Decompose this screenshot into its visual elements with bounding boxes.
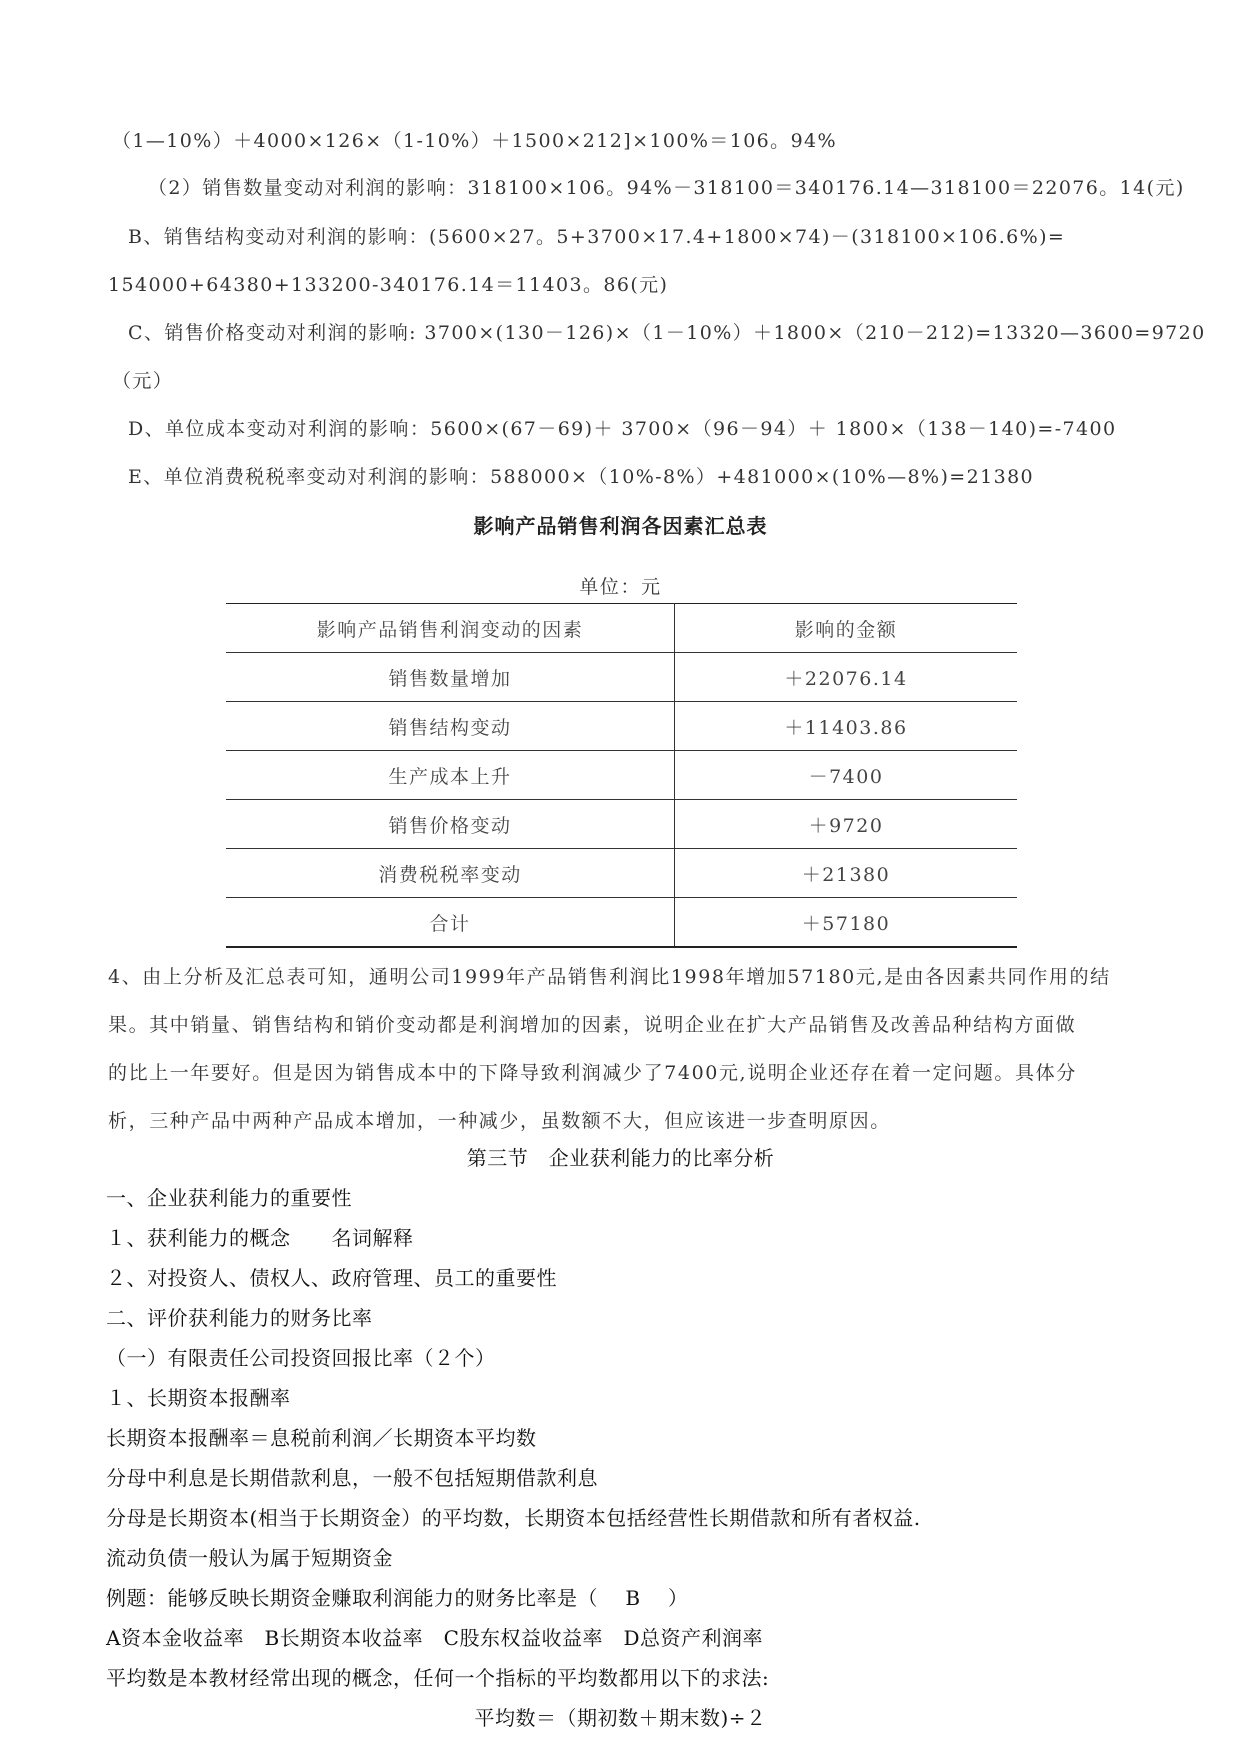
note: 流动负债一般认为属于短期资金 xyxy=(106,1546,393,1570)
summary-table xyxy=(226,603,1017,948)
subheading: （一）有限责任公司投资回报比率（２个） xyxy=(106,1346,496,1370)
calc-line: （2）销售数量变动对利润的影响：318100×106。94%－318100＝340176.14—318100＝22076。14(元) xyxy=(148,177,1185,199)
table-row xyxy=(226,849,1017,898)
calc-line: （1—10%）＋4000×126×（1-10%）＋1500×212]×100%＝106。94% xyxy=(112,130,838,152)
heading: 二、评价获利能力的财务比率 xyxy=(106,1306,373,1330)
table-header-cell: 影响的金额 xyxy=(675,604,1018,653)
table-cell: －7400 xyxy=(675,751,1018,800)
calc-line: C、销售价格变动对利润的影响: 3700×(130－126)×（1－10%）＋1800×（210－212)=13320—3600=9720 xyxy=(128,322,1206,344)
conclusion-line: 的比上一年要好。但是因为销售成本中的下降导致利润减少了7400元,说明企业还存在着一定问题。具体分 xyxy=(108,1062,1077,1084)
table-cell: 合计 xyxy=(226,898,675,948)
table-header-row xyxy=(226,604,1017,653)
heading: 一、企业获利能力的重要性 xyxy=(106,1186,352,1210)
note: 平均数是本教材经常出现的概念，任何一个指标的平均数都用以下的求法: xyxy=(106,1666,770,1690)
calc-line: D、单位成本变动对利润的影响：5600×(67－69)＋ 3700×（96－94）＋ 1800×（138－140)=-7400 xyxy=(128,418,1117,440)
calc-line: （元） xyxy=(112,370,174,392)
calc-line: E、单位消费税税率变动对利润的影响：588000×（10%-8%）+481000×(10%—8%)=21380 xyxy=(128,466,1035,488)
example-options: A资本金收益率 B长期资本收益率 C股东权益收益率 D总资产利润率 xyxy=(106,1626,763,1650)
table-cell: ＋21380 xyxy=(675,849,1018,898)
conclusion-line: 析，三种产品中两种产品成本增加，一种减少，虽数额不大，但应该进一步查明原因。 xyxy=(108,1110,891,1132)
list-item: ２、对投资人、债权人、政府管理、员工的重要性 xyxy=(106,1266,557,1290)
table-row xyxy=(226,702,1017,751)
list-item: １、获利能力的概念 名词解释 xyxy=(106,1226,414,1250)
table-cell: 销售价格变动 xyxy=(226,800,675,849)
table-cell: ＋22076.14 xyxy=(675,653,1018,702)
table-cell: 销售数量增加 xyxy=(226,653,675,702)
table-row xyxy=(226,898,1017,948)
table-unit: 单位：元 xyxy=(579,576,662,598)
table-cell: ＋9720 xyxy=(675,800,1018,849)
note: 分母中利息是长期借款利息，一般不包括短期借款利息 xyxy=(106,1466,598,1490)
note: 分母是长期资本(相当于长期资金）的平均数，长期资本包括经营性长期借款和所有者权益. xyxy=(106,1506,921,1530)
subheading: １、长期资本报酬率 xyxy=(106,1386,291,1410)
table-row xyxy=(226,751,1017,800)
calc-line: 154000+64380+133200-340176.14＝11403。86(元) xyxy=(108,274,669,296)
table-cell: 生产成本上升 xyxy=(226,751,675,800)
formula: 长期资本报酬率＝息税前利润／长期资本平均数 xyxy=(106,1426,537,1450)
table-cell: ＋11403.86 xyxy=(675,702,1018,751)
table-row xyxy=(226,800,1017,849)
table-cell: 销售结构变动 xyxy=(226,702,675,751)
table-cell: ＋57180 xyxy=(675,898,1018,948)
example-question: 例题：能够反映长期资金赚取利润能力的财务比率是（ B ） xyxy=(106,1586,689,1610)
calc-line: B、销售结构变动对利润的影响：(5600×27。5+3700×17.4+1800×74)－(318100×106.6%)= xyxy=(128,226,1066,248)
table-header-cell: 影响产品销售利润变动的因素 xyxy=(226,604,675,653)
table-row xyxy=(226,653,1017,702)
table-cell: 消费税税率变动 xyxy=(226,849,675,898)
formula: 平均数＝（期初数＋期末数)÷２ xyxy=(474,1706,767,1730)
table-title: 影响产品销售利润各因素汇总表 xyxy=(473,514,768,538)
conclusion-line: 4、由上分析及汇总表可知，通明公司1999年产品销售利润比1998年增加57180元,是由各因素共同作用的结 xyxy=(108,966,1111,988)
section-title: 第三节 企业获利能力的比率分析 xyxy=(466,1146,775,1170)
conclusion-line: 果。其中销量、销售结构和销价变动都是利润增加的因素，说明企业在扩大产品销售及改善品种结构方面做 xyxy=(108,1014,1077,1036)
